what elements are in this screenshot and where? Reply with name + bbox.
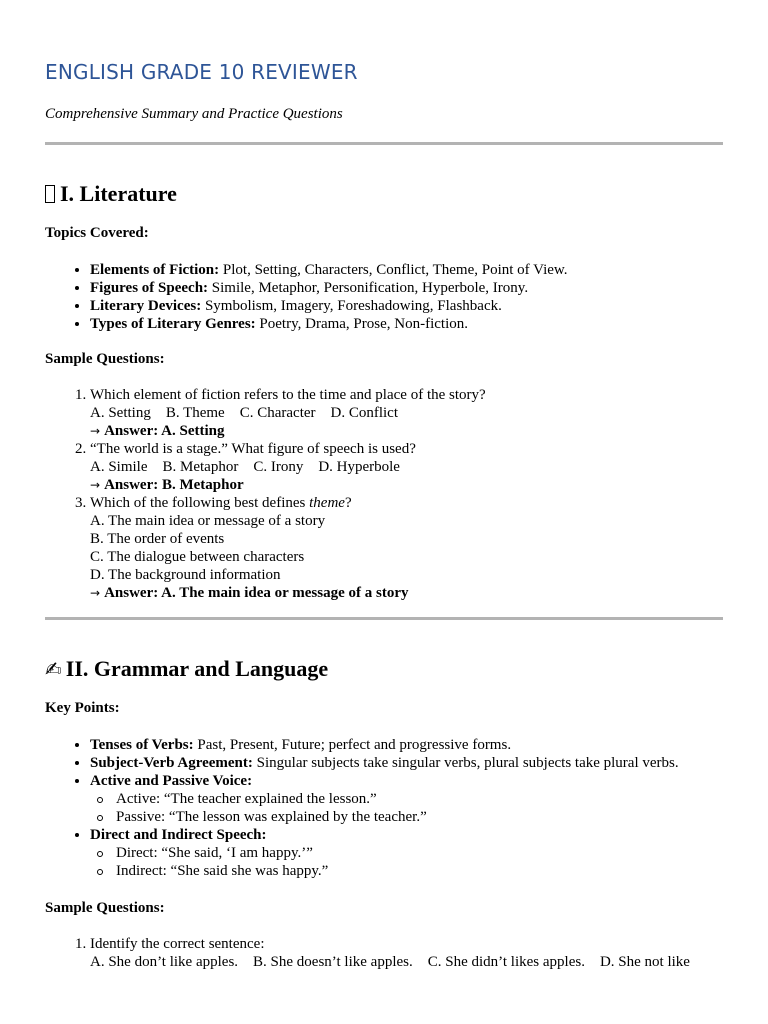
question-answer: → Answer: A. Setting bbox=[90, 423, 225, 439]
sub-list-item: Indirect: “She said she was happy.” bbox=[116, 862, 679, 880]
list-item: • Subject-Verb Agreement: Singular subjects take singular verbs, plural subjects take plural verbs. bbox=[90, 754, 679, 772]
arrow-icon: → bbox=[90, 586, 101, 600]
question-option: A. The main idea or message of a story bbox=[90, 513, 326, 529]
key-points-list bbox=[90, 736, 679, 880]
topics-list bbox=[90, 261, 568, 333]
list-item: • Direct and Indirect Speech: Direct: “She said, ‘I am happy.’” Indirect: “She said she was happy.” bbox=[90, 826, 679, 880]
question-option: B. The order of events bbox=[90, 531, 225, 547]
sub-list-item: Direct: “She said, ‘I am happy.’” bbox=[116, 844, 679, 862]
document-subtitle: Comprehensive Summary and Practice Questions bbox=[45, 106, 343, 122]
sub-list bbox=[90, 790, 679, 826]
question-options: A. She don’t like apples. B. She doesn’t like apples. C. She didn’t likes apples. D. She not like bbox=[90, 954, 690, 970]
question-answer: → Answer: B. Metaphor bbox=[90, 477, 244, 493]
question-option: C. The dialogue between characters bbox=[90, 549, 305, 565]
literature-questions bbox=[90, 386, 486, 602]
question-options: A. Simile B. Metaphor C. Irony D. Hyperbole bbox=[90, 459, 400, 475]
list-item: • Active and Passive Voice: Active: “The teacher explained the lesson.” Passive: “The lesson was explained by the teacher.” bbox=[90, 772, 679, 826]
question-item bbox=[90, 440, 486, 494]
list-item: • Types of Literary Genres: Poetry, Drama, Prose, Non-fiction. bbox=[90, 315, 568, 333]
arrow-icon: → bbox=[90, 424, 101, 438]
question-options: A. Setting B. Theme C. Character D. Conflict bbox=[90, 405, 399, 421]
divider bbox=[45, 617, 723, 620]
section-heading-grammar: ✍ II. Grammar and Language bbox=[45, 656, 329, 681]
list-item: • Literary Devices: Symbolism, Imagery, Foreshadowing, Flashback. bbox=[90, 297, 568, 315]
sample-questions-label: Sample Questions: bbox=[45, 351, 165, 367]
topics-covered-label: Topics Covered: bbox=[45, 225, 149, 241]
question-option: D. The background information bbox=[90, 567, 281, 583]
question-answer: → Answer: A. The main idea or message of a story bbox=[90, 585, 409, 601]
divider bbox=[45, 142, 723, 145]
document-title: ENGLISH GRADE 10 REVIEWER bbox=[45, 60, 358, 84]
list-item: • Elements of Fiction: Plot, Setting, Characters, Conflict, Theme, Point of View. bbox=[90, 261, 568, 279]
sample-questions-label: Sample Questions: bbox=[45, 900, 165, 916]
section-heading-literature: I. Literature bbox=[45, 181, 177, 207]
grammar-questions bbox=[90, 935, 690, 971]
question-prompt: 1. Identify the correct sentence: bbox=[90, 936, 265, 952]
writing-hand-icon: ✍ bbox=[45, 657, 62, 681]
sub-list-item: Passive: “The lesson was explained by the teacher.” bbox=[116, 808, 679, 826]
missing-glyph-icon bbox=[45, 185, 55, 203]
question-item bbox=[90, 494, 486, 602]
question-prompt: 2. “The world is a stage.” What figure of speech is used? bbox=[90, 441, 416, 457]
question-item bbox=[90, 935, 690, 971]
question-item bbox=[90, 386, 486, 440]
arrow-icon: → bbox=[90, 478, 101, 492]
question-prompt: 1. Which element of fiction refers to the time and place of the story? bbox=[90, 387, 486, 403]
question-prompt: 3. Which of the following best defines theme? bbox=[90, 495, 352, 511]
sub-list-item: Active: “The teacher explained the lesson.” bbox=[116, 790, 679, 808]
key-points-label: Key Points: bbox=[45, 700, 120, 716]
sub-list bbox=[90, 844, 679, 880]
list-item: • Tenses of Verbs: Past, Present, Future; perfect and progressive forms. bbox=[90, 736, 679, 754]
list-item: • Figures of Speech: Simile, Metaphor, Personification, Hyperbole, Irony. bbox=[90, 279, 568, 297]
